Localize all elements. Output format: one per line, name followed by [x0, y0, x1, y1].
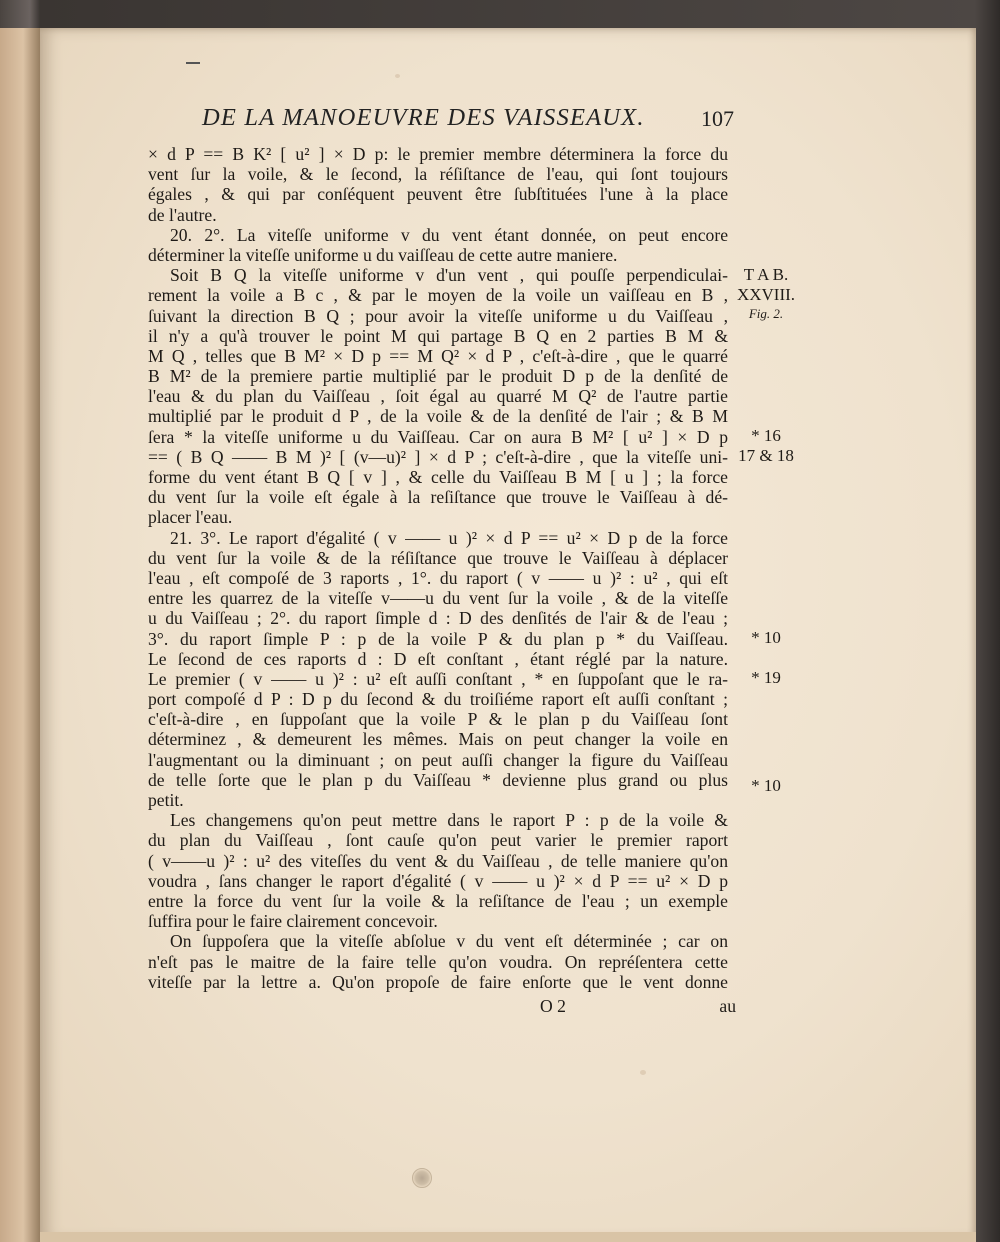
text-line: déterminer la viteſſe uniforme u du vaiſſeau de cette autre maniere. [148, 244, 618, 265]
catchword: au [719, 996, 736, 1016]
text-line: entre les quarrez de la viteſſe v——u du vent ſur la voile , & de la viteſſe [148, 588, 728, 609]
text-line: ſuffira pour le faire clairement concevoir. [148, 911, 438, 932]
paragraph-start: Les changemens qu'on peut mettre dans le raport P : p de la voile & [170, 810, 728, 831]
text-line: Le ſecond de ces raports d : D eſt conſtant , étant réglé par la nature. [148, 648, 728, 669]
text-line: Soit B Q la viteſſe uniforme v d'un vent , qui pouſſe perpendiculai- [170, 265, 728, 286]
text-line: petit. [148, 790, 184, 810]
text-line: viteſſe par la lettre a. Qu'on propoſe de faire enſorte que le vent donne [148, 971, 728, 992]
margin-ref-16: * 16 [751, 426, 781, 445]
text-line: du vent ſur la voile & de la réſiſtance que trouve le Vaiſſeau à déplacer [148, 547, 728, 568]
text-line: port compoſé d P : D p du ſecond & du troiſiéme raport eſt auſſi conſtant ; [148, 689, 728, 710]
page-header [202, 104, 734, 134]
text-line: multiplié par le produit d P , de la voile & de la denſité de l'air ; & B M [148, 406, 728, 427]
text-line: u du Vaiſſeau ; 2°. du raport ſimple d : D des denſités de l'air & de l'eau ; [148, 608, 728, 629]
text-line: égales , & qui par conſéquent peuvent être ſubſtituées l'une à la place [148, 184, 728, 205]
margin-ref-10: * 10 [751, 628, 781, 647]
text-line: l'eau & du plan du Vaiſſeau , ſoit égal au quarré M Q² de l'autre partie [148, 386, 728, 407]
text-line: entre la force du vent ſur la voile & la reſiſtance de l'eau ; un exemple [148, 890, 728, 911]
facing-page-edge [0, 28, 42, 1242]
page-number: 107 [701, 106, 734, 131]
text-line: placer l'eau. [148, 507, 233, 528]
margin-tab-label: T A B. [743, 265, 789, 284]
margin-ref-10-second: * 10 [751, 776, 781, 795]
text-line: M Q , telles que B M² × D p == M Q² × d P , c'eſt-à-dire , que le quarré [148, 345, 728, 366]
margin-figure-ref: Fig. 2. [748, 306, 784, 321]
text-line: du vent ſur la voile eſt égale à la reſiſtance que trouve le Vaiſſeau à dé- [148, 487, 728, 508]
text-line: l'eau , eſt compoſé de 3 raports , 1°. du raport ( v —— u )² : u² , qui eſt [148, 567, 728, 588]
text-line: forme du vent étant B Q [ v ] , & celle du Vaiſſeau B M [ u ] ; la force [148, 467, 728, 487]
binding-hole [412, 1168, 432, 1188]
text-line: de l'autre. [148, 204, 217, 225]
margin-plate-number: XXVIII. [736, 285, 796, 304]
text-line: du plan du Vaiſſeau , ſont cauſe qu'on peut varier le premier raport [148, 830, 728, 851]
paragraph-20-start: 20. 2°. La viteſſe uniforme v du vent étant donnée, on peut encore [170, 224, 728, 245]
text-line: vent ſur la voile, & le ſecond, la réſiſtance de l'eau, qui ſont toujours [148, 164, 728, 185]
margin-ref-19: * 19 [751, 668, 781, 687]
running-title: DE LA MANOEUVRE DES VAISSEAUX. [202, 104, 645, 131]
margin-ref-17-18: 17 & 18 [738, 446, 794, 465]
text-line: ſera * la viteſſe uniforme u du Vaiſſeau. Car on aura B M² [ u² ] × D p [148, 426, 728, 447]
paper-spot [640, 1070, 646, 1075]
text-line: == ( B Q —— B M )² [ (v—u)² ] × d P ; c'eſt-à-dire , que la viteſſe uni- [148, 446, 728, 467]
text-line: ſuivant la direction B Q ; pour avoir la viteſſe uniforme u du Vaiſſeau , [148, 305, 728, 326]
text-line: 3°. du raport ſimple P : p de la voile P & du plan p * du Vaiſſeau. [148, 628, 728, 649]
text-line: déterminez , & demeurent les mêmes. Mais on peut changer la voile en [148, 729, 728, 750]
text-line: rement la voile a B c , & par le moyen de la voile un vaiſſeau en B , [148, 285, 728, 306]
text-line: c'eſt-à-dire , en ſuppoſant que la voile P & le plan p du Vaiſſeau ſont [148, 709, 728, 730]
paragraph-21-start: 21. 3°. Le raport d'égalité ( v —— u )² × d P == u² × D p de la force [170, 527, 728, 548]
paragraph-start: On ſuppoſera que la viteſſe abſolue v du vent eſt déterminée ; car on [170, 931, 728, 952]
paper-spot [395, 74, 400, 78]
text-line: voudra , ſans changer le raport d'égalité ( v —— u )² × d P == u² × D p [148, 870, 728, 891]
text-line: B M² de la premiere partie multiplié par le produit D p de la denſité de [148, 366, 728, 387]
body-text [148, 144, 728, 992]
signature-mark: O 2 [540, 996, 566, 1016]
text-line: l'augmentant ou la diminuant ; on peut auſſi changer la figure du Vaiſſeau [148, 749, 728, 770]
text-line: × d P == B K² [ u² ] × D p: le premier membre déterminera la force du [148, 144, 728, 164]
ink-dash-mark [186, 62, 200, 64]
text-line: de telle ſorte que le plan p du Vaiſſeau * devienne plus grand ou plus [148, 769, 728, 790]
text-line: Le premier ( v —— u )² : u² eſt auſſi conſtant , * en ſuppoſant que le ra- [148, 668, 728, 689]
page-bottom-edge [40, 1232, 976, 1242]
text-line: il n'y a qu'à trouver le point M qui partage B Q en 2 parties B M & [148, 325, 728, 346]
page-footer [540, 996, 736, 1018]
text-line: n'eſt pas le maitre de la faire telle qu'on voudra. On repréſentera cette [148, 951, 728, 972]
text-line: ( v——u )² : u² des viteſſes du vent & du Vaiſſeau , de telle maniere qu'on [148, 850, 728, 871]
